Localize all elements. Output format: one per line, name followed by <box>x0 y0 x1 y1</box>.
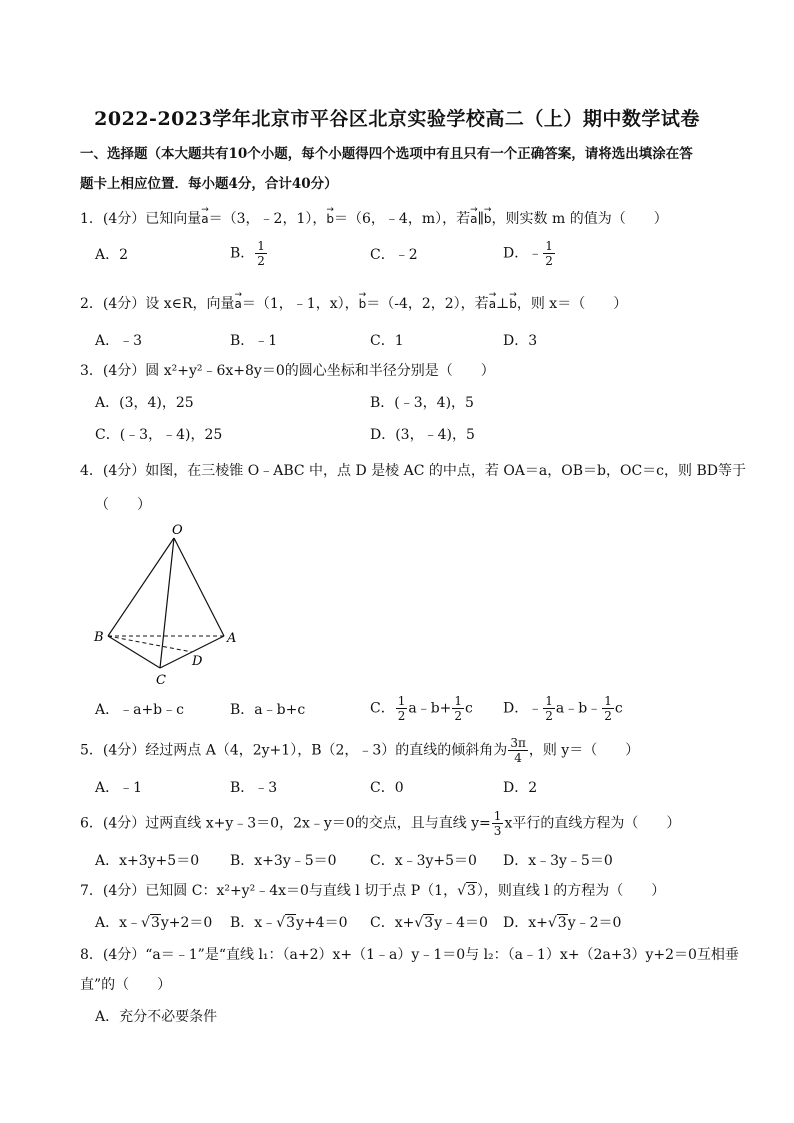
question-1: 1．(4分）已知向量→ a＝（3，﹣2，1），→ b＝（6，﹣4，m），若→ a∥→ b，则实数 m 的值为（ ） <box>80 208 730 230</box>
question-5: 5．(4分）经过两点 A（4，2y+1），B（2，﹣3）的直线的倾斜角为 $\frac{3\pi}{4}$ ，则 y＝（ ） <box>80 736 640 765</box>
question-4-options <box>95 694 735 723</box>
question-2-options <box>95 330 735 354</box>
option-c[interactable]: C．x﹣3y+5＝0 <box>370 853 477 869</box>
question-8-line1: 8．(4分）“a＝﹣1”是“直线 l₁：（a+2）x+（1﹣a）y﹣1＝0与 l₂：（a﹣1）x+（2a+3）y+2＝0互相垂 <box>80 947 739 963</box>
option-c[interactable]: C．0 <box>370 780 404 796</box>
option-d[interactable]: D．(3，﹣4)，5 <box>370 427 475 443</box>
question-5-options <box>95 777 735 801</box>
question-4: 4．(4分）如图，在三棱锥 O﹣ABC 中，点 D 是棱 AC 的中点，若 OA＝a，OB＝b，OC＝c，则 BD等于 <box>80 463 746 479</box>
option-a[interactable]: A．2 <box>95 247 129 263</box>
option-c[interactable]: C．(﹣3，﹣4)，25 <box>95 427 223 443</box>
question-3-options-row2 <box>95 424 735 448</box>
option-a[interactable]: A．x﹣√3y+2＝0 <box>95 915 213 931</box>
question-3-options-row1 <box>95 392 735 416</box>
option-b[interactable]: B．x﹣√3y+4＝0 <box>230 915 348 931</box>
option-a[interactable]: A．x+3y+5＝0 <box>95 853 200 869</box>
vertex-label-b: B <box>94 630 104 645</box>
option-c[interactable]: C．x+√3y﹣4＝0 <box>370 915 488 931</box>
question-4-line2: （ ） <box>95 497 151 513</box>
option-b[interactable]: B．﹣1 <box>230 333 278 349</box>
option-d[interactable]: D．3 <box>503 333 538 349</box>
vector-a: → a <box>201 208 208 230</box>
question-7-options <box>95 912 735 936</box>
option-b[interactable]: B．a﹣b+c <box>230 702 306 718</box>
vector-a: → a <box>489 293 496 315</box>
option-b[interactable]: B．﹣3 <box>230 780 278 796</box>
option-d[interactable]: D．x﹣3y﹣5＝0 <box>503 853 613 869</box>
option-b[interactable]: B．(﹣3，4)，5 <box>370 395 474 411</box>
section-instructions-line2: 题卡上相应位置．每小题4分，合计40分） <box>80 176 338 192</box>
vertex-label-o: O <box>172 523 183 538</box>
question-3: 3．(4分）圆 x²+y²﹣6x+8y＝0的圆心坐标和半径分别是（ ） <box>80 363 495 379</box>
vector-a: → a <box>235 293 242 315</box>
vector-b: → b <box>484 208 492 230</box>
option-b[interactable]: B． $\frac{1}{2}$ <box>230 239 265 268</box>
section-instructions-line1: 一、选择题（本大题共有10个小题，每个小题得四个选项中有且只有一个正确答案，请将选出填涂在答 <box>80 146 693 162</box>
question-8-line2: 直”的（ ） <box>80 977 172 993</box>
vector-b: → b <box>326 208 334 230</box>
question-2: 2．(4分）设 x∈R，向量→ a＝（1，﹣1，x），→ b＝（-4，2，2），若→ a⊥→ b，则 x＝（ ） <box>80 293 730 315</box>
option-a[interactable]: A．﹣3 <box>95 333 143 349</box>
page-title: 2022-2023学年北京市平谷区北京实验学校高二（上）期中数学试卷 <box>94 108 700 130</box>
question-6-options <box>95 850 735 874</box>
option-c[interactable]: C．1 <box>370 333 404 349</box>
option-b[interactable]: B．x+3y﹣5＝0 <box>230 853 337 869</box>
option-a[interactable]: A．充分不必要条件 <box>95 1009 218 1025</box>
vector-a: → a <box>470 208 477 230</box>
tetrahedron-figure <box>90 520 250 690</box>
option-d[interactable]: D．x+√3y﹣2＝0 <box>503 915 622 931</box>
vertex-label-c: C <box>156 673 166 688</box>
question-8-options <box>95 1006 735 1030</box>
option-d[interactable]: D．﹣ $\frac{1}{2}$ <box>503 239 553 268</box>
question-1-options <box>95 239 735 268</box>
option-a[interactable]: A．﹣a+b﹣c <box>95 702 184 718</box>
vertex-label-a: A <box>227 631 237 646</box>
slope-fraction: $\frac{1}{3}$ <box>493 809 502 838</box>
vertex-label-d: D <box>192 654 203 669</box>
question-7: 7．(4分）已知圆 C：x²+y²﹣4x＝0与直线 l 切于点 P（1，√3），则直线 l 的方程为（ ） <box>80 883 666 899</box>
option-a[interactable]: A．﹣1 <box>95 780 143 796</box>
option-d[interactable]: D．﹣ $\frac{1}{2}$ a﹣b﹣ $\frac{1}{2}$ c <box>503 694 623 723</box>
question-6: 6．(4分）过两直线 x+y﹣3＝0，2x﹣y＝0的交点，且与直线 y= $\frac{1}{3}$ x平行的直线方程为（ ） <box>80 809 681 838</box>
option-d[interactable]: D．2 <box>503 780 538 796</box>
vector-b: → b <box>359 293 367 315</box>
option-c[interactable]: C． $\frac{1}{2}$ a﹣b+ $\frac{1}{2}$ c <box>370 694 473 723</box>
option-a[interactable]: A．(3，4)，25 <box>95 395 194 411</box>
angle-fraction: $\frac{3\pi}{4}$ <box>510 736 526 765</box>
vector-b: → b <box>509 293 517 315</box>
option-c[interactable]: C．﹣2 <box>370 247 418 263</box>
